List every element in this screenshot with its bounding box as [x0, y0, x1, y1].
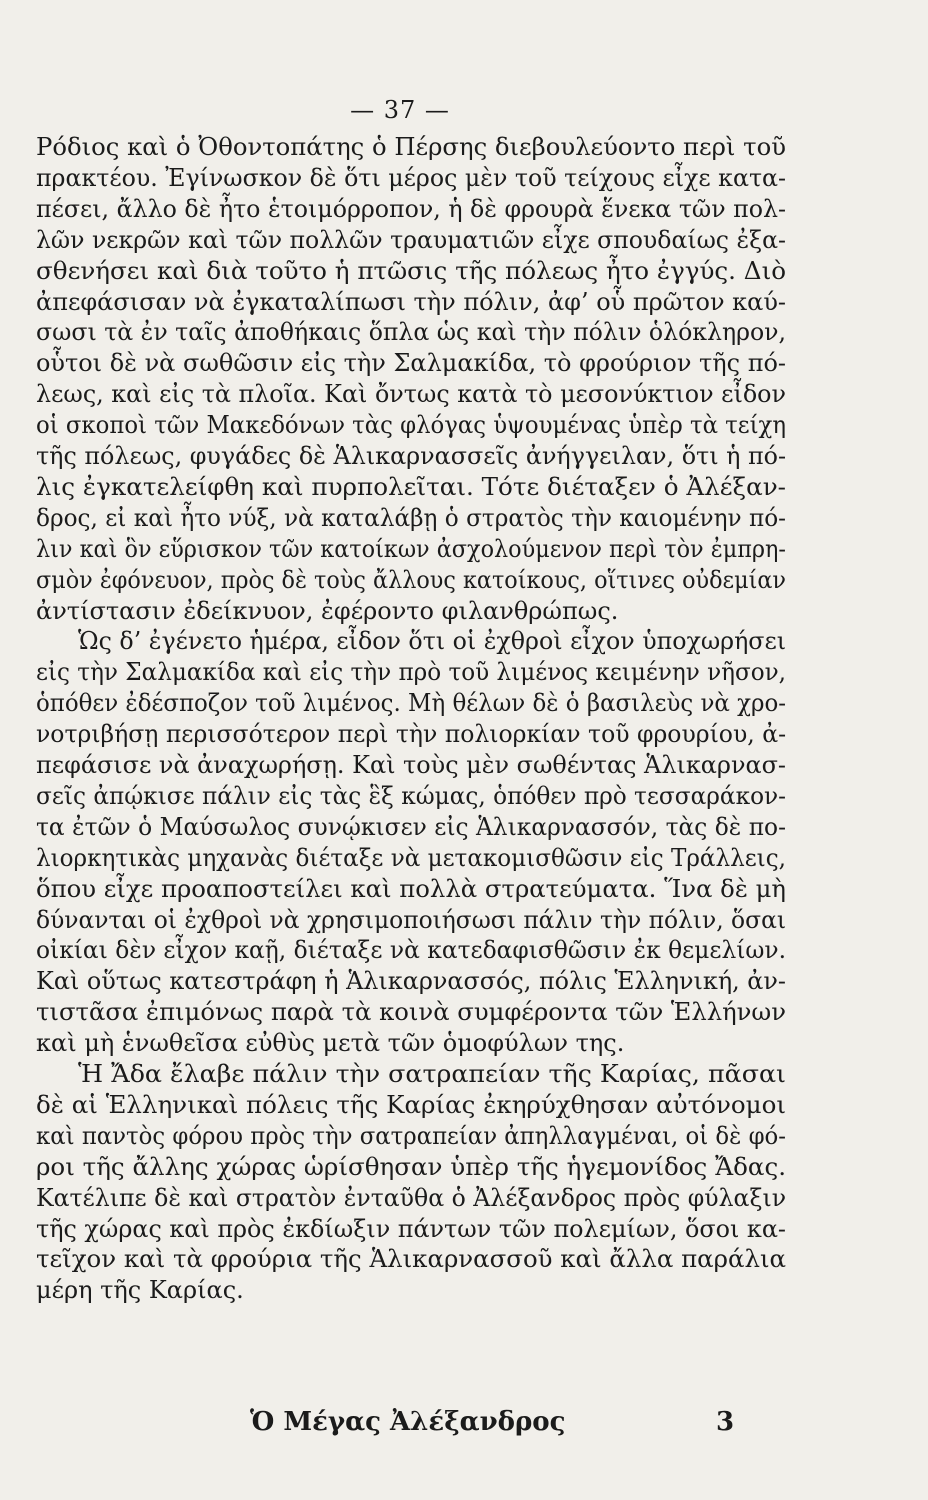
text-line: σθενήσει καὶ διὰ τοῦτο ἡ πτῶσις τῆς πόλεως ἦτο ἐγγύς. Διὸ: [36, 256, 787, 285]
text-line: οἰκίαι δὲν εἶχον καῇ, διέταξε νὰ κατεδαφισθῶσιν ἐκ θεμελίων.: [36, 936, 787, 965]
text-line: Ἡ Ἄδα ἔλαβε πάλιν τὴν σατραπείαν τῆς Καρίας, πᾶσαι: [78, 1060, 786, 1088]
text-line: Ὡς δ’ ἐγένετο ἡμέρα, εἶδον ὅτι οἱ ἐχθροὶ εἶχον ὑποχωρήσει: [78, 627, 787, 656]
text-line: ἀντίστασιν ἐδείκνυον, ἐφέροντο φιλανθρώπως.: [36, 596, 619, 625]
text-line: Κατέλιπε δὲ καὶ στρατὸν ἐνταῦθα ὁ Ἀλέξανδρος πρὸς φύλαξιν: [36, 1183, 787, 1212]
text-line: λεως, καὶ εἰς τὰ πλοῖα. Καὶ ὄντως κατὰ τὸ μεσονύκτιον εἶδον: [36, 380, 786, 409]
page-number: — 37 —: [350, 96, 450, 124]
text-line: ροι τῆς ἄλλης χώρας ὡρίσθησαν ὑπὲρ τῆς ἡγεμονίδος Ἄδας.: [36, 1152, 787, 1181]
text-line: καὶ μὴ ἑνωθεῖσα εὐθὺς μετὰ τῶν ὁμοφύλων της.: [36, 1029, 625, 1058]
text-line: τῆς πόλεως, φυγάδες δὲ Ἁλικαρνασσεῖς ἀνήγγειλαν, ὅτι ἡ πό-: [36, 442, 787, 470]
text-line: οἱ σκοποὶ τῶν Μακεδόνων τὰς φλόγας ὑψουμένας ὑπὲρ τὰ τείχη: [36, 411, 786, 440]
text-line: ὁπόθεν ἐδέσποζον τοῦ λιμένος. Μὴ θέλων δὲ ὁ βασιλεὺς νὰ χρο-: [36, 689, 786, 718]
text-line: μέρη τῆς Καρίας.: [36, 1276, 244, 1305]
text-line: τεῖχον καὶ τὰ φρούρια τῆς Ἁλικαρνασσοῦ καὶ ἄλλα παράλια: [36, 1245, 787, 1274]
text-line: λιορκητικὰς μηχανὰς διέταξε νὰ μετακομισθῶσιν εἰς Τράλλεις,: [36, 843, 786, 872]
text-line: οὗτοι δὲ νὰ σωθῶσιν εἰς τὴν Σαλμακίδα, τὸ φρούριον τῆς πό-: [36, 349, 786, 378]
text-line: σωσι τὰ ἐν ταῖς ἀποθήκαις ὅπλα ὡς καὶ τὴν πόλιν ὁλόκληρον,: [36, 318, 787, 347]
text-line: λιν καὶ ὃν εὕρισκον τῶν κατοίκων ἀσχολούμενον περὶ τὸν ἐμπρη-: [36, 534, 786, 563]
text-line: Καὶ οὕτως κατεστράφη ἡ Ἁλικαρνασσός, πόλις Ἑλληνική, ἀν-: [36, 967, 786, 996]
text-line: τῆς χώρας καὶ πρὸς ἐκδίωξιν πάντων τῶν πολεμίων, ὅσοι κα-: [36, 1214, 786, 1243]
text-line: καὶ παντὸς φόρου πρὸς τὴν σατραπείαν ἀπηλλαγμέναι, οἱ δὲ φό-: [36, 1121, 786, 1150]
text-line: Ρόδιος καὶ ὁ Ὀθοντοπάτης ὁ Πέρσης διεβουλεύοντο περὶ τοῦ: [36, 133, 786, 161]
text-line: νοτριβήσῃ περισσότερον περὶ τὴν πολιορκίαν τοῦ φρουρίου, ἀ-: [36, 720, 787, 749]
text-line: λῶν νεκρῶν καὶ τῶν πολλῶν τραυματιῶν εἶχε σπουδαίως ἐξα-: [36, 225, 787, 254]
text-line: λις ἐγκατελείφθη καὶ πυρπολεῖται. Τότε διέταξεν ὁ Ἀλέξαν-: [36, 472, 786, 501]
text-line: τα ἐτῶν ὁ Μαύσωλος συνῴκισεν εἰς Ἁλικαρνασσόν, τὰς δὲ πο-: [36, 812, 786, 841]
text-line: ἀπεφάσισαν νὰ ἐγκαταλίπωσι τὴν πόλιν, ἀφ’ οὗ πρῶτον καύ-: [36, 287, 787, 316]
running-footer-title: Ὁ Μέγας Ἀλέξανδρος: [250, 1407, 566, 1437]
signature-mark: 3: [716, 1407, 735, 1437]
text-line: σεῖς ἀπῴκισε πάλιν εἰς τὰς ἓξ κώμας, ὁπόθεν πρὸ τεσσαράκον-: [36, 781, 787, 810]
text-line: ὅπου εἶχε προαποστείλει καὶ πολλὰ στρατεύματα. Ἵνα δὲ μὴ: [36, 874, 786, 903]
text-line: δρος, εἰ καὶ ἦτο νύξ, νὰ καταλάβῃ ὁ στρατὸς τὴν καιομένην πό-: [36, 503, 787, 532]
text-line: δύνανται οἱ ἐχθροὶ νὰ χρησιμοποιήσωσι πάλιν τὴν πόλιν, ὅσαι: [36, 905, 787, 934]
text-line: πρακτέου. Ἐγίνωσκον δὲ ὅτι μέρος μὲν τοῦ τείχους εἶχε κατα-: [36, 163, 787, 192]
text-line: πεφάσισε νὰ ἀναχωρήσῃ. Καὶ τοὺς μὲν σωθέντας Ἁλικαρνασ-: [36, 751, 786, 779]
text-line: δὲ αἱ Ἑλληνικαὶ πόλεις τῆς Καρίας ἐκηρύχθησαν αὐτόνομοι: [36, 1090, 786, 1119]
text-line: εἰς τὴν Σαλμακίδα καὶ εἰς τὴν πρὸ τοῦ λιμένος κειμένην νῆσον,: [36, 658, 787, 687]
text-line: πέσει, ἄλλο δὲ ἦτο ἑτοιμόρροπον, ἡ δὲ φρουρὰ ἕνεκα τῶν πολ-: [36, 194, 786, 223]
text-line: τιστᾶσα ἐπιμόνως παρὰ τὰ κοινὰ συμφέροντα τῶν Ἑλλήνων: [36, 998, 787, 1027]
text-line: σμὸν ἐφόνευον, πρὸς δὲ τοὺς ἄλλους κατοίκους, οἵτινες οὐδεμίαν: [36, 565, 786, 594]
